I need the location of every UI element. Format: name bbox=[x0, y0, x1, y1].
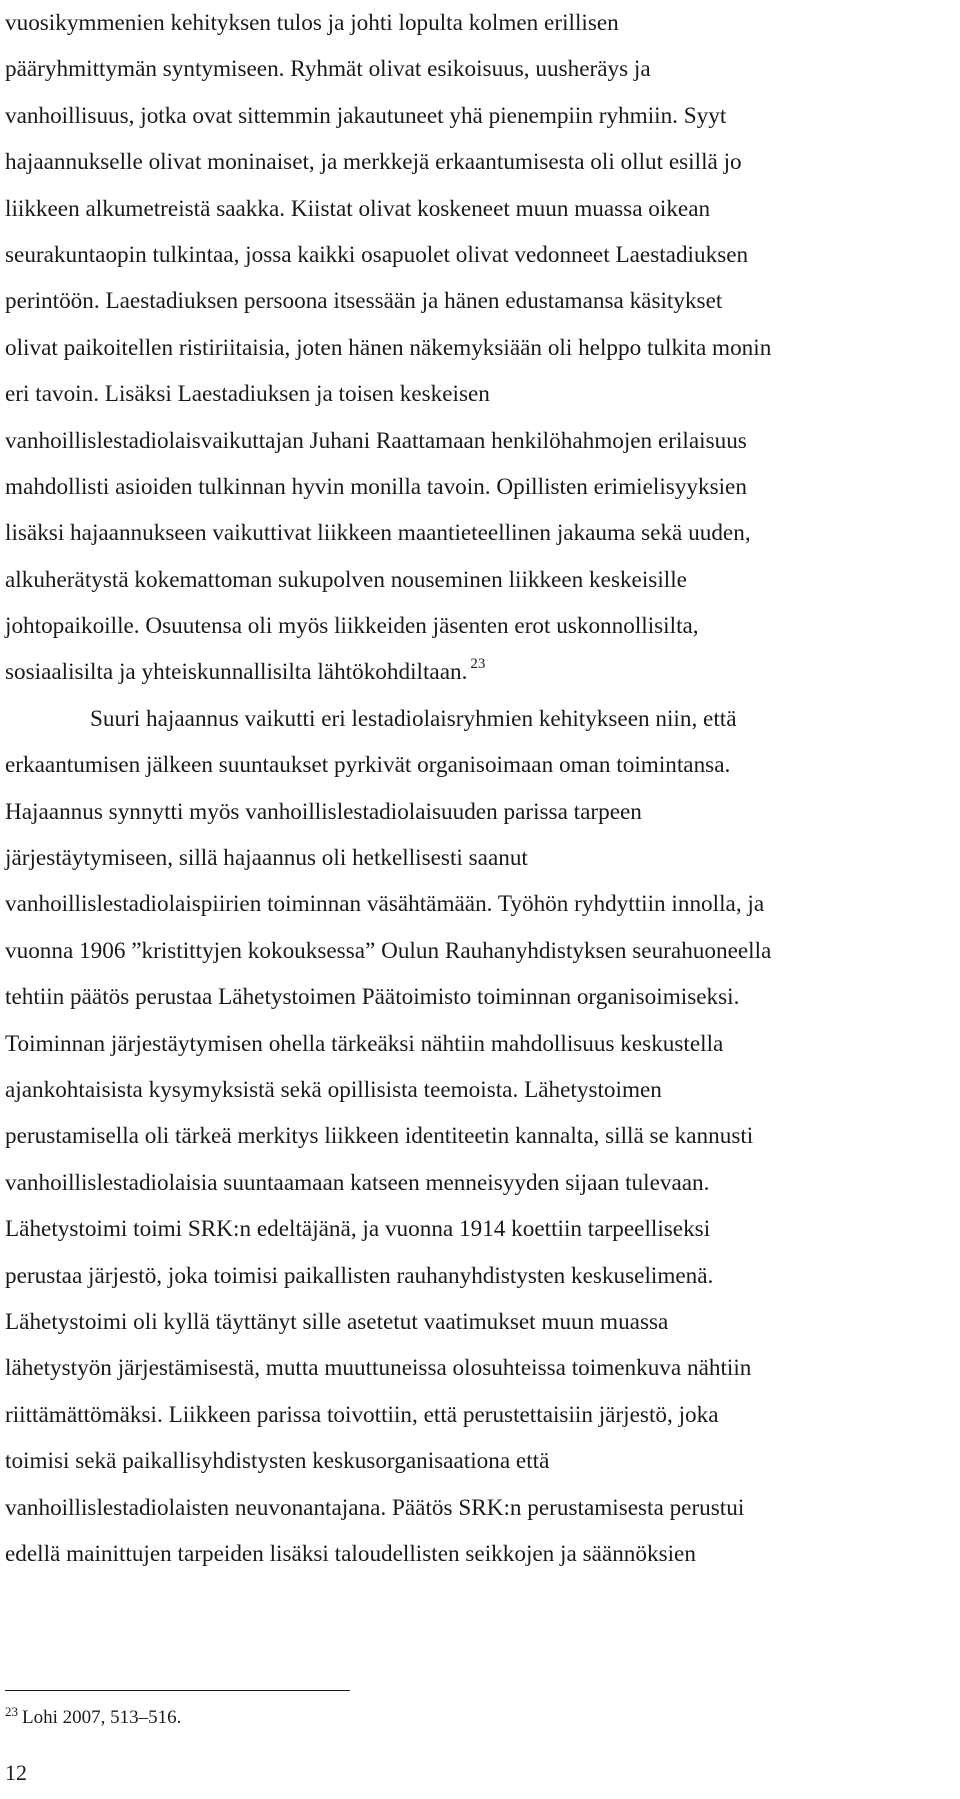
text-line: perustaa järjestö, joka toimisi paikallisten rauhanyhdistysten keskuselimenä. bbox=[5, 1262, 714, 1289]
text-line: edellä mainittujen tarpeiden lisäksi taloudellisten seikkojen ja säännöksien bbox=[5, 1540, 696, 1567]
footnote-text: Lohi 2007, 513–516. bbox=[22, 1707, 182, 1728]
body-text bbox=[5, 0, 957, 1577]
text-line: liikkeen alkumetreistä saakka. Kiistat olivat koskeneet muun muassa oikean bbox=[5, 195, 711, 222]
text-line: lähetystyön järjestämisestä, mutta muuttuneissa olosuhteissa toimenkuva nähtiin bbox=[5, 1355, 752, 1382]
text-line: mahdollisti asioiden tulkinnan hyvin monilla tavoin. Opillisten erimielisyyksien bbox=[5, 473, 747, 500]
text-line: perintöön. Laestadiuksen persoona itsessään ja hänen edustamansa käsitykset bbox=[5, 288, 723, 315]
text-line: toimisi sekä paikallisyhdistysten keskusorganisaationa että bbox=[5, 1448, 550, 1475]
page-number: 12 bbox=[5, 1760, 27, 1785]
text-line: perustamisella oli tärkeä merkitys liikkeen identiteetin kannalta, sillä se kannusti bbox=[5, 1123, 754, 1150]
footnote-reference[interactable]: 23 bbox=[470, 655, 486, 672]
text-line: seurakuntaopin tulkintaa, jossa kaikki osapuolet olivat vedonneet Laestadiuksen bbox=[5, 241, 749, 268]
text-line: vuosikymmenien kehityksen tulos ja johti lopulta kolmen erillisen bbox=[5, 10, 619, 36]
text-line: pääryhmittymän syntymiseen. Ryhmät olivat esikoisuus, uusheräys ja bbox=[5, 56, 651, 83]
text-line: vanhoillisuus, jotka ovat sittemmin jakautuneet yhä pienempiin ryhmiin. Syyt bbox=[5, 102, 727, 129]
footnote-divider bbox=[5, 1690, 350, 1691]
text-line: vanhoillislestadiolaisten neuvonantajana. Päätös SRK:n perustamisesta perustui bbox=[5, 1494, 745, 1521]
text-line: ajankohtaisista kysymyksistä sekä opillisista teemoista. Lähetystoimen bbox=[5, 1076, 662, 1103]
text-line: Hajaannus synnytti myös vanhoillislestadiolaisuuden parissa tarpeen bbox=[5, 798, 642, 825]
paragraph-first-line: Suuri hajaannus vaikutti eri lestadiolaisryhmien kehitykseen niin, että bbox=[90, 705, 737, 732]
text-line: Lähetystoimi toimi SRK:n edeltäjänä, ja vuonna 1914 koettiin tarpeelliseksi bbox=[5, 1216, 711, 1243]
footnote-marker: 23 bbox=[5, 1703, 18, 1719]
text-line: vanhoillislestadiolaisia suuntaamaan katseen menneisyyden sijaan tulevaan. bbox=[5, 1169, 710, 1196]
text-line: Toiminnan järjestäytymisen ohella tärkeäksi nähtiin mahdollisuus keskustella bbox=[5, 1030, 724, 1057]
text-line-with-footnote bbox=[5, 649, 957, 695]
text-line: Lähetystoimi oli kyllä täyttänyt sille asetetut vaatimukset muun muassa bbox=[5, 1308, 669, 1335]
text-line: alkuherätystä kokemattoman sukupolven nouseminen liikkeen keskeisille bbox=[5, 566, 687, 593]
text-line: vanhoillislestadiolaisvaikuttajan Juhani Raattamaan henkilöhahmojen erilaisuus bbox=[5, 427, 747, 454]
text-line: johtopaikoille. Osuutensa oli myös liikkeiden jäsenten erot uskonnollisilta, bbox=[5, 613, 699, 640]
text-line: lisäksi hajaannukseen vaikuttivat liikkeen maantieteellinen jakauma sekä uuden, bbox=[5, 520, 751, 547]
text-line: tehtiin päätös perustaa Lähetystoimen Päätoimisto toiminnan organisoimiseksi. bbox=[5, 984, 740, 1011]
text-line: vuonna 1906 ”kristittyjen kokouksessa” Oulun Rauhanyhdistyksen seurahuoneella bbox=[5, 937, 772, 964]
text-line: erkaantumisen jälkeen suuntaukset pyrkivät organisoimaan oman toimintansa. bbox=[5, 752, 731, 779]
text-line: eri tavoin. Lisäksi Laestadiuksen ja toisen keskeisen bbox=[5, 381, 490, 408]
text-line: olivat paikoitellen ristiriitaisia, joten hänen näkemyksiään oli helppo tulkita monin bbox=[5, 334, 772, 361]
text-line: järjestäytymiseen, sillä hajaannus oli hetkellisesti saanut bbox=[5, 845, 528, 872]
text-line: hajaannukselle olivat moninaiset, ja merkkejä erkaantumisesta oli ollut esillä jo bbox=[5, 149, 742, 176]
footnote bbox=[5, 1703, 182, 1730]
text-line: riittämättömäksi. Liikkeen parissa toivottiin, että perustettaisiin järjestö, joka bbox=[5, 1401, 719, 1428]
text-line: vanhoillislestadiolaispiirien toiminnan väsähtämään. Työhön ryhdyttiin innolla, ja bbox=[5, 891, 765, 918]
text-line-content: sosiaalisilta ja yhteiskunnallisilta lähtökohdiltaan. bbox=[5, 659, 468, 686]
